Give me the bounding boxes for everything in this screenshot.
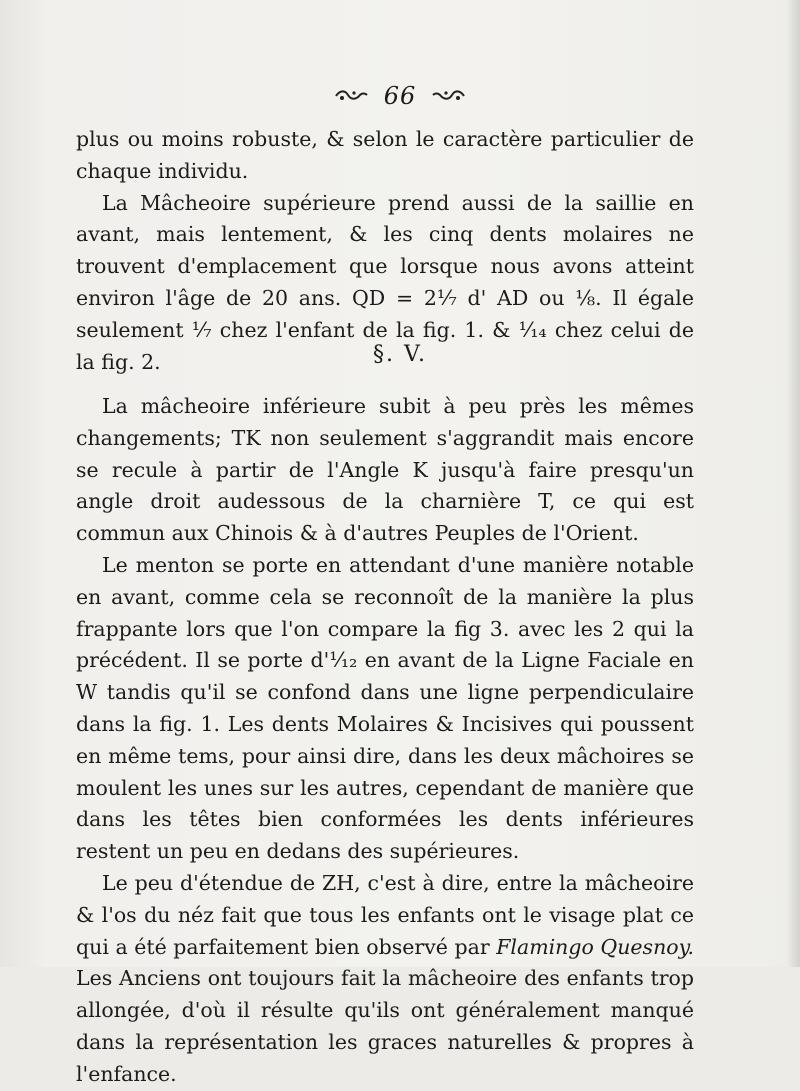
paragraph-text: Le peu d'étendue de ZH, c'est à dire, entre la mâcheoire & l'os du néz fait que tous les enfants ont le visage plat ce qui a été parfaitement bien observé par <box>76 870 694 959</box>
paragraph: plus ou moins robuste, & selon le caractère particulier de chaque individu. <box>76 127 694 183</box>
text-block-bottom <box>76 391 694 1091</box>
author-name: Flamingo Quesnoy. <box>496 934 694 959</box>
paragraph <box>76 868 694 1091</box>
page-header <box>0 82 800 110</box>
paragraph: La mâcheoire inférieure subit à peu près les mêmes changements; TK non seulement s'aggrandit mais encore se recule à partir de l'Angle K jusqu'à faire presqu'un angle droit audessous de la charnière T, ce qui est commun aux Chinois & à d'autres Peuples de l'Orient. <box>76 394 694 546</box>
paragraph: La Mâcheoire supérieure prend aussi de la saillie en avant, mais lentement, & les cinq dents molaires ne trouvent d'emplacement que lorsque nous avons atteint environ l'âge de 20 ans. QD = 2¹⁄₇ d' AD ou ⅛. Il égale seulement ¹⁄₇ chez l'enfant de la fig. 1. & ¹⁄₁₄ chez celui de la fig. 2. <box>76 190 694 374</box>
section-heading: §. V. <box>372 342 428 367</box>
right-ornament-icon <box>432 89 466 103</box>
text-block-top <box>76 124 694 378</box>
paragraph-text: Les Anciens ont toujours fait la mâcheoire des enfants trop allongée, d'où il résulte qu'ils ont généralement manqué dans la représentation les graces naturelles & propres à l'enfance. <box>76 966 694 1086</box>
paragraph: Le menton se porte en attendant d'une manière notable en avant, comme cela se reconnoît de la manière la plus frappante lors que l'on compare la fig 3. avec les 2 qui la précédent. Il se porte d'¹⁄₁₂ en avant de la Ligne Faciale en W tandis qu'il se confond dans une ligne perpendiculaire dans la fig. 1. Les dents Molaires & Incisives qui poussent en même tems, pour ainsi dire, dans les deux mâchoires se moulent les unes sur les autres, cependant de manière que dans les têtes bien conformées les dents inférieures restent un peu en dedans des supérieures. <box>76 552 694 864</box>
page-edge-shadow <box>786 0 800 967</box>
left-ornament-icon <box>334 89 368 103</box>
page-number: 66 <box>383 82 417 110</box>
